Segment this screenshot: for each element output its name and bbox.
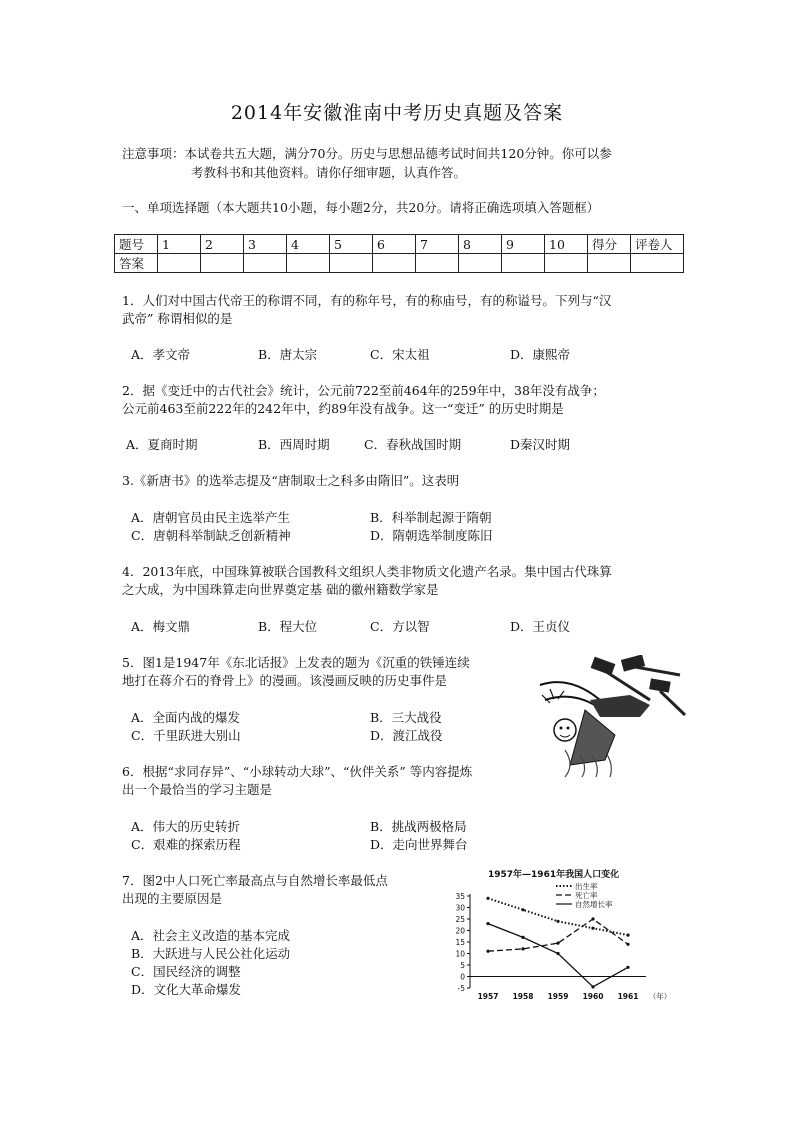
- x-tick-label: 1961: [617, 992, 639, 1001]
- table-cell: 7: [416, 235, 459, 254]
- q7-option-d[interactable]: D．文化大革命爆发: [131, 982, 242, 997]
- table-cell: 2: [201, 235, 244, 254]
- q6-option-c[interactable]: C．艰难的探索历程: [131, 837, 241, 852]
- q6-option-b[interactable]: B．挑战两极格局: [370, 819, 467, 834]
- hammer-head: [591, 657, 616, 676]
- q5-option-c[interactable]: C．千里跃进大别山: [131, 728, 241, 743]
- data-point: [486, 950, 489, 953]
- legend-label: 死亡率: [575, 891, 598, 900]
- data-point: [486, 922, 489, 925]
- table-cell: 题号: [115, 235, 158, 254]
- x-tick-label: 1958: [512, 992, 534, 1001]
- series-line-2: [488, 924, 628, 987]
- table-cell: 6: [373, 235, 416, 254]
- answer-cell[interactable]: [244, 254, 287, 273]
- answer-cell[interactable]: [201, 254, 244, 273]
- x-axis-label: （年）: [648, 992, 672, 1001]
- q7-option-a[interactable]: A．社会主义改造的基本完成: [131, 928, 291, 943]
- data-point: [556, 920, 559, 923]
- score-cell[interactable]: [588, 254, 631, 273]
- table-cell: 评卷人: [631, 235, 684, 254]
- q1-option-a[interactable]: A．孝文帝: [131, 347, 191, 362]
- y-tick-label: 20: [455, 926, 465, 936]
- data-point: [626, 943, 629, 946]
- data-point: [591, 917, 594, 920]
- q2-text-line-2: 公元前463至前222年的242年中，约89年没有战争。这一“变迁” 的历史时期是: [122, 401, 564, 416]
- data-point: [556, 952, 559, 955]
- q7-option-c[interactable]: C．国民经济的调整: [131, 964, 241, 979]
- q1-text-line-1: 1．人们对中国古代帝王的称谓不同，有的称年号，有的称庙号，有的称谥号。下列与“汉: [122, 293, 612, 308]
- table-cell: 4: [287, 235, 330, 254]
- answer-cell[interactable]: [545, 254, 588, 273]
- data-point: [556, 942, 559, 945]
- y-tick-label: 5: [460, 961, 465, 970]
- grader-cell[interactable]: [631, 254, 684, 273]
- table-cell: 3: [244, 235, 287, 254]
- hammer-head: [649, 678, 671, 692]
- table-cell: 8: [459, 235, 502, 254]
- q6-text-line-2: 出一个最恰当的学习主题是: [122, 782, 273, 797]
- q4-option-c[interactable]: C．方以智: [370, 619, 430, 634]
- q2-text-line-1: 2．据《变迁中的古代社会》统计，公元前722至前464年的259年中，38年没有战争；: [122, 383, 605, 398]
- table-row: [115, 235, 684, 254]
- data-point: [521, 908, 524, 911]
- y-tick-label: 25: [455, 915, 465, 924]
- answer-cell[interactable]: [373, 254, 416, 273]
- q3-option-b[interactable]: B．科举制起源于隋朝: [370, 510, 492, 525]
- q5-option-a[interactable]: A．全面内战的爆发: [131, 710, 241, 725]
- x-tick-label: 1959: [547, 992, 569, 1001]
- table-cell: 9: [502, 235, 545, 254]
- answer-cell[interactable]: [287, 254, 330, 273]
- hammer-handle: [635, 667, 680, 675]
- q4-option-b[interactable]: B．程大位: [258, 619, 318, 634]
- y-tick-label: 0: [460, 972, 465, 982]
- figure-head: [554, 719, 576, 741]
- y-tick-label: 35: [455, 892, 465, 901]
- q7-text-line-2: 出现的主要原因是: [122, 891, 223, 906]
- hammer-handle: [660, 691, 685, 715]
- q6-option-a[interactable]: A．伟大的历史转折: [131, 819, 241, 834]
- q7-text-line-1: 7．图2中人口死亡率最高点与自然增长率最低点: [122, 873, 388, 888]
- page-title: 2014年安徽淮南中考历史真题及答案: [230, 102, 564, 124]
- answer-cell[interactable]: [330, 254, 373, 273]
- y-tick-label: 30: [455, 903, 465, 913]
- data-point: [521, 947, 524, 950]
- q4-option-d[interactable]: D．王贞仪: [510, 619, 571, 634]
- legend-label: 出生率: [575, 882, 598, 891]
- table-row: [115, 254, 684, 273]
- section1-heading: 一、单项选择题（本大题共10小题，每小题2分，共20分。请将正确选项填入答题框）: [122, 200, 600, 215]
- data-point: [626, 934, 629, 937]
- q3-text-line-1: 3.《新唐书》的选举志提及“唐制取士之科多由隋旧”。这表明: [122, 473, 460, 488]
- q5-option-b[interactable]: B．三大战役: [370, 710, 442, 725]
- x-tick-label: 1960: [582, 992, 604, 1001]
- answer-cell[interactable]: [416, 254, 459, 273]
- data-point: [591, 927, 594, 930]
- answer-cell[interactable]: [502, 254, 545, 273]
- data-point: [626, 966, 629, 969]
- notes-line-1: 注意事项：本试卷共五大题，满分70分。历史与思想品德考试时间共120分钟。你可以参: [122, 146, 612, 161]
- q1-text-line-2: 武帝” 称谓相似的是: [122, 311, 233, 326]
- impact-lines: [542, 689, 564, 703]
- data-point: [591, 985, 594, 988]
- legend-label: 自然增长率: [575, 900, 613, 909]
- q6-text-line-1: 6．根据“求同存异”、“小球转动大球”、“伙伴关系” 等内容提炼: [122, 764, 473, 779]
- q3-option-c[interactable]: C．唐朝科举制缺乏创新精神: [131, 528, 291, 543]
- population-chart: [448, 866, 678, 1006]
- answer-cell[interactable]: [158, 254, 201, 273]
- table-cell: 答案: [115, 254, 158, 273]
- data-point: [486, 897, 489, 900]
- q5-text-line-1: 5．图1是1947年《东北话报》上发表的题为《沉重的铁锤连续: [122, 655, 470, 670]
- q1-option-c[interactable]: C．宋太祖: [370, 347, 430, 362]
- q7-option-b[interactable]: B．大跃进与人民公社化运动: [131, 946, 291, 961]
- answer-cell[interactable]: [459, 254, 502, 273]
- q5-option-d[interactable]: D．渡江战役: [370, 728, 443, 743]
- q2-option-b[interactable]: B．西周时期: [258, 437, 330, 452]
- q2-option-c[interactable]: C．春秋战国时期: [364, 437, 462, 452]
- q4-option-a[interactable]: A．梅文鼎: [131, 619, 191, 634]
- q4-text-line-1: 4．2013年底，中国珠算被联合国教科文组织人类非物质文化遗产名录。集中国古代珠算: [122, 564, 612, 579]
- y-tick-label: 10: [455, 949, 465, 959]
- y-tick-label: 15: [455, 938, 465, 947]
- q3-option-a[interactable]: A．唐朝官员由民主选举产生: [131, 510, 291, 525]
- q3-option-d[interactable]: D．隋朝选举制度陈旧: [370, 528, 493, 543]
- table-cell: 得分: [588, 235, 631, 254]
- chart-title: 1957年—1961年我国人口变化: [488, 870, 620, 880]
- answer-table: [114, 234, 684, 273]
- series-line-1: [488, 919, 628, 951]
- q5-text-line-2: 地打在蒋介石的脊骨上》的漫画。该漫画反映的历史事件是: [122, 673, 448, 688]
- q6-option-d[interactable]: D．走向世界舞台: [370, 837, 468, 852]
- q1-option-b[interactable]: B．唐太宗: [258, 347, 318, 362]
- y-tick-label: -5: [457, 984, 465, 993]
- table-cell: 5: [330, 235, 373, 254]
- notes-line-2: 考教科书和其他资料。请你仔细审题，认真作答。: [191, 165, 467, 180]
- x-tick-label: 1957: [477, 992, 499, 1001]
- table-cell: 10: [545, 235, 588, 254]
- q2-option-a[interactable]: A．夏商时期: [126, 437, 198, 452]
- q2-option-d[interactable]: D秦汉时期: [510, 437, 571, 452]
- data-point: [521, 936, 524, 939]
- table-cell: 1: [158, 235, 201, 254]
- q1-option-d[interactable]: D．康熙帝: [510, 347, 571, 362]
- cartoon-figure: [530, 655, 690, 780]
- q4-text-line-2: 之大成，为中国珠算走向世界奠定基 础的徽州籍数学家是: [122, 582, 439, 597]
